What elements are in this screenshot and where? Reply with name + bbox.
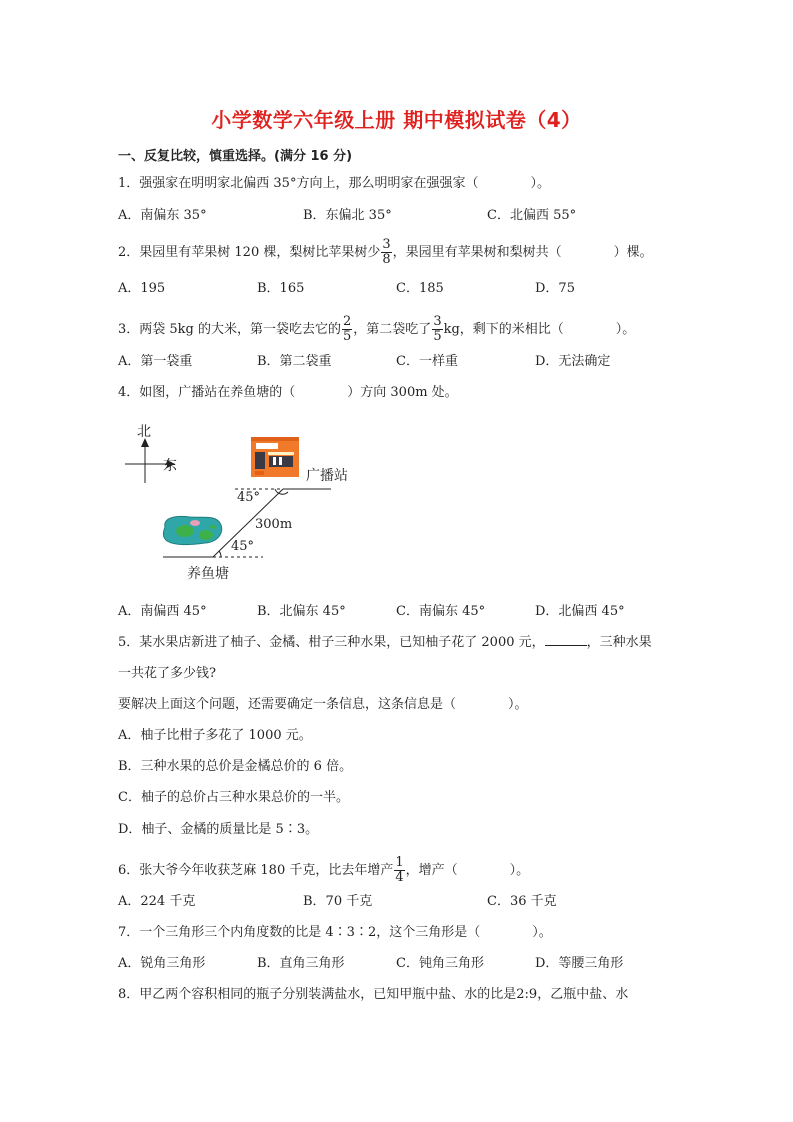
q5-option-c[interactable]: C．柚子的总价占三种水果总价的一半。 bbox=[118, 790, 349, 805]
station-label: 广播站 bbox=[306, 468, 348, 484]
question-2 bbox=[118, 238, 653, 267]
north-label: 北 bbox=[137, 424, 151, 440]
q3-text-after: kg，剩下的米相比（ ）。 bbox=[443, 322, 636, 337]
numerator: 3 bbox=[433, 314, 442, 329]
question-5 bbox=[118, 633, 652, 653]
q3-text-mid: ，第二袋吃了 bbox=[353, 322, 432, 337]
q7-option-d[interactable]: D．等腰三角形 bbox=[535, 956, 624, 971]
q3-option-c[interactable]: C．一样重 bbox=[396, 354, 458, 369]
fraction bbox=[381, 238, 391, 267]
q2-text-after: ，果园里有苹果树和梨树共（ ）棵。 bbox=[392, 245, 653, 260]
fill-blank[interactable] bbox=[545, 633, 587, 646]
numerator: 1 bbox=[395, 855, 404, 870]
denominator: 8 bbox=[382, 252, 391, 267]
q4-option-b[interactable]: B．北偏东 45° bbox=[257, 604, 346, 619]
q6-option-b[interactable]: B．70 千克 bbox=[303, 894, 373, 909]
question-7: 7．一个三角形三个内角度数的比是 4∶3∶2，这个三角形是（ ）。 bbox=[118, 925, 552, 940]
q7-option-a[interactable]: A．锐角三角形 bbox=[118, 956, 206, 971]
q2-option-a[interactable]: A．195 bbox=[118, 281, 166, 296]
q2-text: 2．果园里有苹果树 120 棵，梨树比苹果树少 bbox=[118, 245, 381, 260]
numerator: 2 bbox=[343, 314, 352, 329]
denominator: 5 bbox=[433, 329, 442, 344]
question-4: 4．如图，广播站在养鱼塘的（ ）方向 300m 处。 bbox=[118, 385, 458, 400]
q5-text: 5．某水果店新进了柚子、金橘、柑子三种水果，已知柚子花了 2000 元， bbox=[118, 635, 545, 650]
q6-option-a[interactable]: A．224 千克 bbox=[118, 894, 196, 909]
q4-option-a[interactable]: A．南偏西 45° bbox=[118, 604, 207, 619]
q1-option-a[interactable]: A．南偏东 35° bbox=[118, 208, 207, 223]
q6-text-after: ，增产（ ）。 bbox=[405, 863, 530, 878]
question-6 bbox=[118, 856, 529, 885]
q3-option-d[interactable]: D．无法确定 bbox=[535, 354, 611, 369]
pond-label: 养鱼塘 bbox=[187, 566, 229, 582]
q7-option-c[interactable]: C．钝角三角形 bbox=[396, 956, 484, 971]
section-heading: 一、反复比较，慎重选择。(满分 16 分) bbox=[118, 149, 353, 164]
angle-bottom-label: 45° bbox=[231, 539, 255, 554]
page-title: 小学数学六年级上册 期中模拟试卷（4） bbox=[211, 108, 582, 132]
q2-option-b[interactable]: B．165 bbox=[257, 281, 305, 296]
fraction bbox=[432, 315, 442, 344]
q6-text: 6．张大爷今年收获芝麻 180 千克，比去年增产 bbox=[118, 863, 394, 878]
q1-option-c[interactable]: C．北偏西 55° bbox=[487, 208, 577, 223]
q2-option-d[interactable]: D．75 bbox=[535, 281, 575, 296]
denominator: 4 bbox=[395, 870, 404, 885]
angle-top-label: 45° bbox=[237, 490, 261, 505]
question-5-line3: 要解决上面这个问题，还需要确定一条信息，这条信息是（ ）。 bbox=[118, 697, 528, 712]
question-1: 1．强强家在明明家北偏西 35°方向上，那么明明家在强强家（ ）。 bbox=[118, 176, 550, 191]
question-8: 8．甲乙两个容积相同的瓶子分别装满盐水，已知甲瓶中盐、水的比是2:9，乙瓶中盐、水 bbox=[118, 987, 629, 1002]
question-3 bbox=[118, 315, 635, 344]
q1-option-b[interactable]: B．东偏北 35° bbox=[303, 208, 392, 223]
q3-option-b[interactable]: B．第二袋重 bbox=[257, 354, 332, 369]
q3-option-a[interactable]: A．第一袋重 bbox=[118, 354, 193, 369]
q4-option-d[interactable]: D．北偏西 45° bbox=[535, 604, 625, 619]
q5-option-d[interactable]: D．柚子、金橘的质量比是 5∶3。 bbox=[118, 822, 319, 837]
q7-option-b[interactable]: B．直角三角形 bbox=[257, 956, 345, 971]
q2-option-c[interactable]: C．185 bbox=[396, 281, 444, 296]
q5-option-b[interactable]: B．三种水果的总价是金橘总价的 6 倍。 bbox=[118, 759, 353, 774]
distance-label: 300m bbox=[255, 517, 293, 532]
question-5-line2: 一共花了多少钱? bbox=[118, 666, 216, 681]
q4-option-c[interactable]: C．南偏东 45° bbox=[396, 604, 486, 619]
fraction bbox=[394, 856, 404, 885]
fraction bbox=[342, 315, 352, 344]
q3-text: 3．两袋 5kg 的大米，第一袋吃去它的 bbox=[118, 322, 342, 337]
east-label: 东 bbox=[163, 458, 177, 474]
q5-option-a[interactable]: A．柚子比柑子多花了 1000 元。 bbox=[118, 728, 312, 743]
denominator: 5 bbox=[343, 329, 352, 344]
direction-diagram bbox=[115, 415, 375, 585]
q5-text-after: ，三种水果 bbox=[586, 635, 652, 650]
q6-option-c[interactable]: C．36 千克 bbox=[487, 894, 557, 909]
numerator: 3 bbox=[382, 237, 391, 252]
